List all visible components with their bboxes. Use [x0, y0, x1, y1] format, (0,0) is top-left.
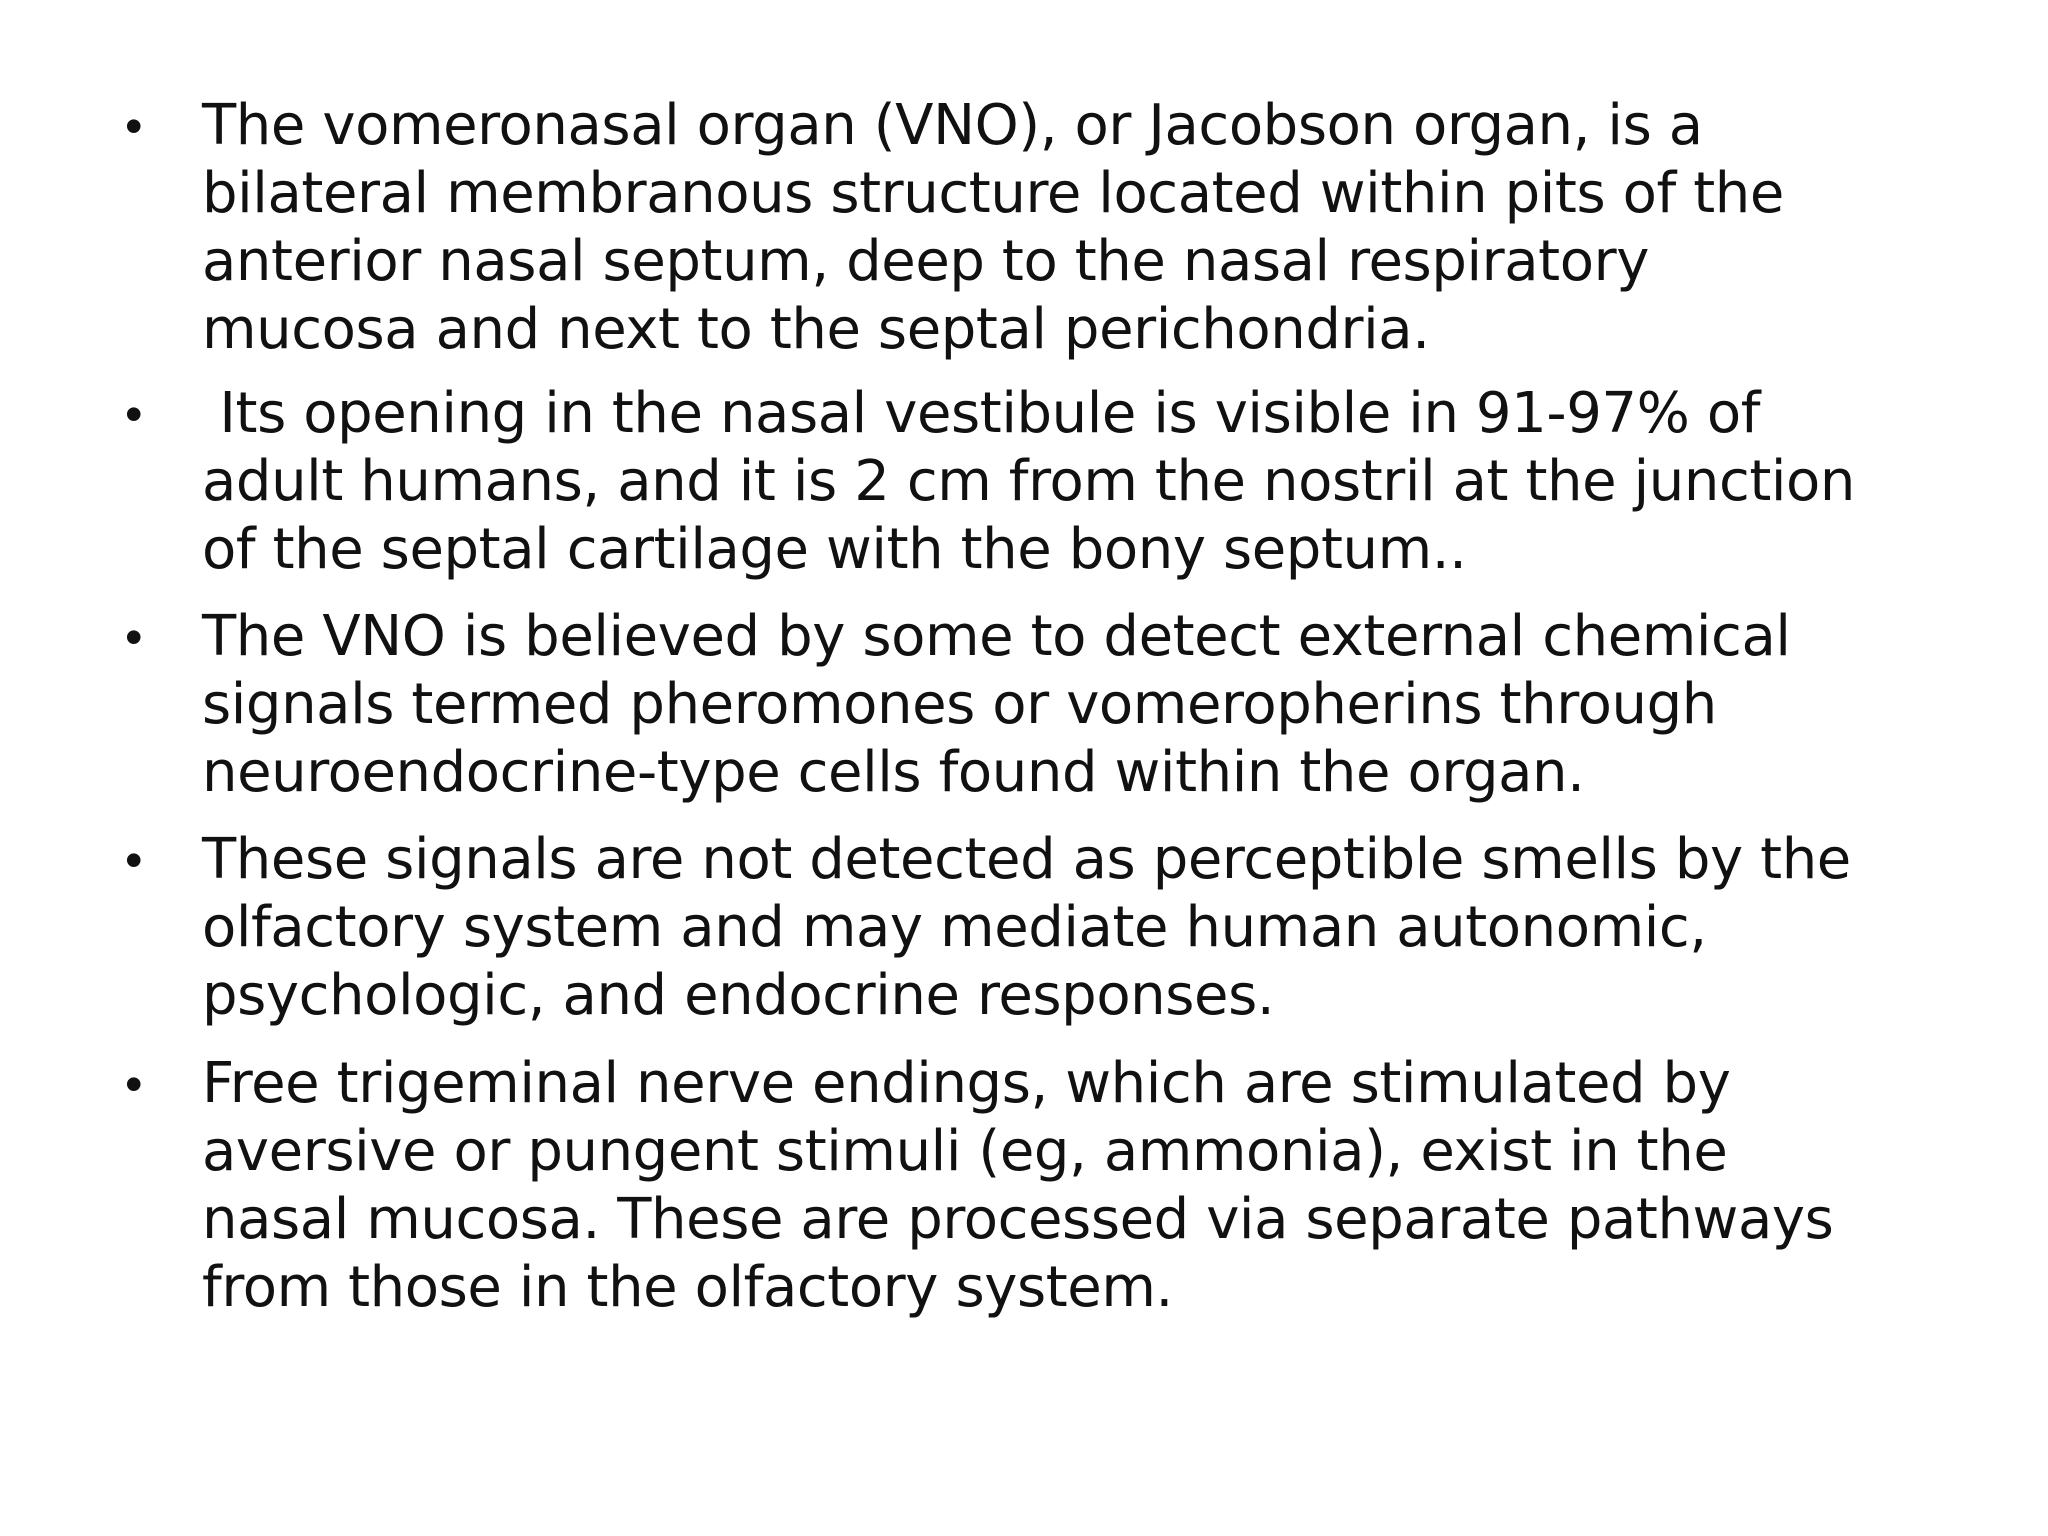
bullet-text: These signals are not detected as perceptible smells by the olfactory system and may mediate human autonomic, psychologic, and endocrine responses. [202, 827, 1851, 1028]
bullet-icon: • [125, 609, 143, 665]
bullet-text: Its opening in the nasal vestibule is visible in 91-97% of adult humans, and it is 2 cm from the nostril at the junction of the septal cartilage with the bony septum.. [202, 381, 1856, 582]
bullet-text: Free trigeminal nerve endings, which are stimulated by aversive or pungent stimuli (eg, ammonia), exist in the nasal mucosa. These are processed via separate pathways from those in the olfactory system. [202, 1051, 1834, 1320]
bullet-icon: • [125, 386, 143, 442]
bullet-icon: • [125, 832, 143, 888]
bullet-text: The VNO is believed by some to detect external chemical signals termed pheromones or vomeropherins through neuroendocrine-type cells found within the organ. [202, 604, 1791, 805]
bullet-icon: • [125, 98, 143, 154]
bullet-text: The vomeronasal organ (VNO), or Jacobson organ, is a bilateral membranous structure located within pits of the anterior nasal septum, deep to the nasal respiratory mucosa and next to the septal perichondria. [202, 93, 1784, 362]
bullet-icon: • [125, 1056, 143, 1112]
